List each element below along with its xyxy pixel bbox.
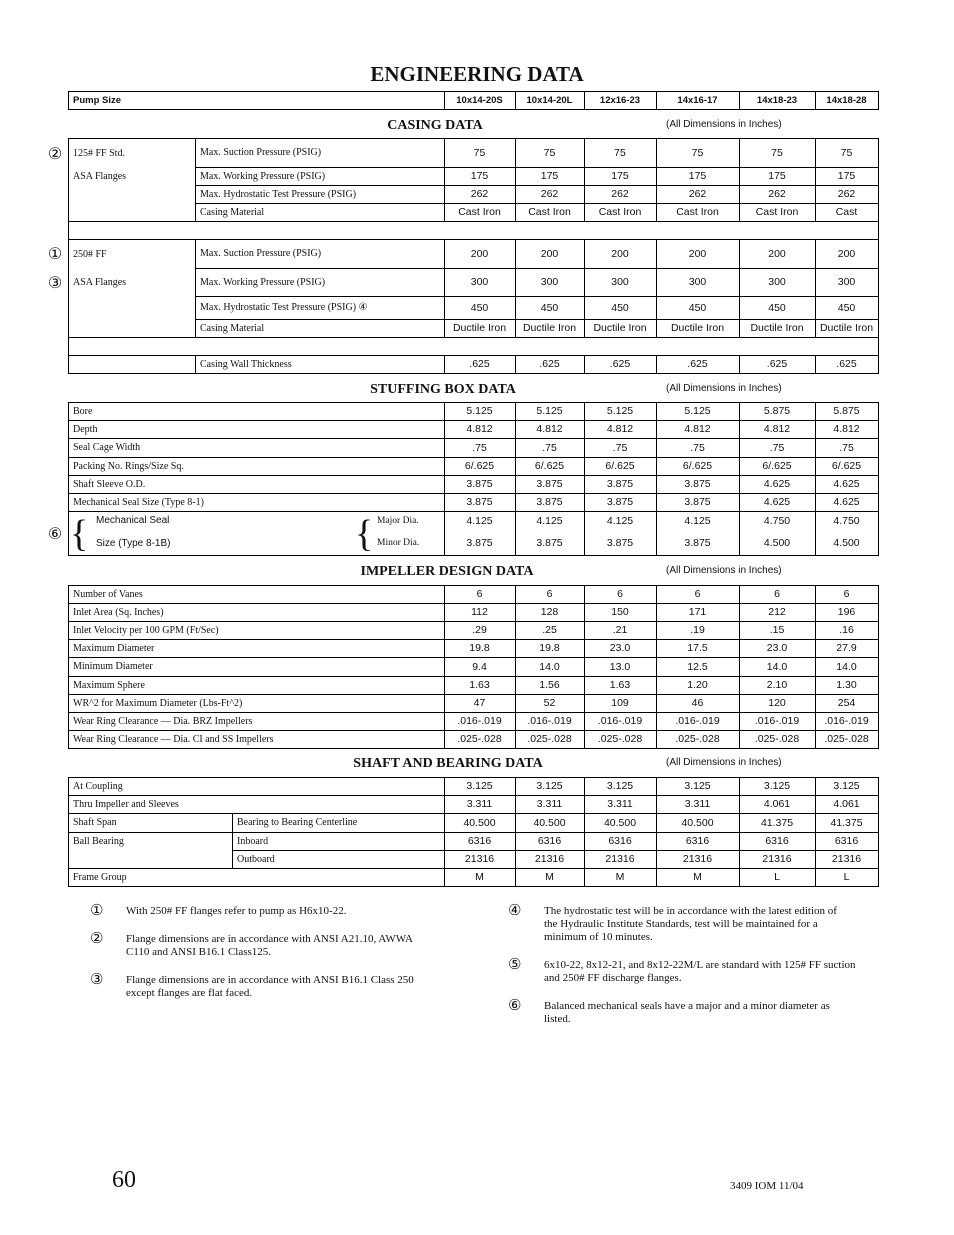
- value-cell: 200: [470, 247, 489, 260]
- impeller-row-label: Wear Ring Clearance — Dia. CI and SS Impellers: [73, 733, 274, 745]
- value-cell: Ductile Iron: [670, 322, 725, 334]
- footnote-mark-icon: ①: [47, 246, 63, 263]
- value-cell: 4.125: [536, 514, 563, 527]
- impeller-row-label: Inlet Velocity per 100 GPM (Ft/Sec): [73, 624, 219, 636]
- value-cell: 3.875: [684, 478, 711, 490]
- value-cell: Ductile Iron: [750, 322, 804, 334]
- value-cell: Cast Iron: [528, 206, 571, 218]
- value-cell: 2.10: [766, 679, 788, 691]
- casing-row-label: Casing Material: [200, 322, 265, 334]
- flange-250-label: ASA Flanges: [73, 276, 127, 288]
- value-cell: Ductile Iron: [819, 322, 874, 334]
- value-cell: 46: [691, 697, 704, 709]
- value-cell: 47: [473, 697, 486, 709]
- value-cell: 14.0: [766, 660, 788, 673]
- value-cell: .025-.028: [597, 733, 643, 745]
- flange-250-label: 250# FF: [73, 248, 107, 260]
- value-cell: 200: [540, 247, 559, 260]
- value-cell: 4.500: [763, 536, 791, 549]
- value-cell: 4.812: [833, 423, 860, 435]
- value-cell: 5.875: [833, 405, 860, 417]
- value-cell: 262: [611, 188, 629, 200]
- pump-size-header: 10x14-20S: [456, 94, 503, 106]
- shaft-row-label: Frame Group: [73, 871, 127, 883]
- value-cell: 21316: [831, 853, 862, 865]
- value-cell: 12.5: [687, 660, 708, 673]
- impeller-row-label: Inlet Area (Sq. Inches): [73, 606, 164, 618]
- value-cell: 262: [540, 188, 559, 200]
- value-cell: 300: [611, 276, 629, 288]
- value-cell: 262: [837, 188, 856, 200]
- footnote-mark-icon: ①: [90, 903, 104, 919]
- casing-row-label: Casing Wall Thickness: [200, 358, 292, 370]
- value-cell: 3.125: [536, 780, 563, 792]
- value-cell: .016-.019: [824, 715, 869, 727]
- value-cell: 200: [837, 247, 856, 260]
- value-cell: 1.63: [609, 679, 631, 691]
- value-cell: M: [545, 871, 554, 883]
- impeller-row-label: Maximum Diameter: [73, 642, 155, 654]
- value-cell: 450: [768, 301, 786, 314]
- value-cell: 196: [837, 606, 856, 618]
- value-cell: 300: [470, 276, 489, 288]
- value-cell: 17.5: [687, 642, 708, 654]
- value-cell: .025-.028: [754, 733, 800, 745]
- shaft-row-label: Thru Impeller and Sleeves: [73, 798, 179, 810]
- value-cell: 40.500: [533, 816, 566, 829]
- value-cell: 262: [688, 188, 707, 200]
- value-cell: .15: [769, 624, 785, 636]
- value-cell: .016-.019: [675, 715, 720, 727]
- value-cell: 3.875: [606, 478, 634, 490]
- dimensions-note: (All Dimensions in Inches): [666, 756, 782, 768]
- rule-line: [878, 355, 879, 374]
- value-cell: 450: [611, 301, 629, 314]
- impeller-row-label: Maximum Sphere: [73, 679, 145, 691]
- value-cell: 5.875: [763, 405, 791, 417]
- value-cell: 6: [546, 588, 553, 600]
- footnote-text: Balanced mechanical seals have a major and a minor diameter as listed.: [544, 1000, 830, 1025]
- value-cell: 40.500: [681, 816, 714, 829]
- rule-line: [878, 268, 879, 297]
- value-cell: Cast Iron: [676, 206, 719, 218]
- document-code: 3409 IOM 11/04: [730, 1180, 804, 1192]
- value-cell: 3.875: [684, 496, 711, 508]
- value-cell: 75: [614, 146, 626, 159]
- rule-line: [878, 585, 879, 749]
- value-cell: 5.125: [466, 405, 493, 417]
- value-cell: .25: [542, 624, 557, 636]
- value-cell: 4.625: [833, 496, 860, 508]
- pump-size-header: 10x14-20L: [526, 94, 573, 106]
- value-cell: .625: [539, 358, 560, 370]
- value-cell: 3.125: [466, 780, 493, 792]
- casing-row-label: Max. Hydrostatic Test Pressure (PSIG): [200, 188, 357, 200]
- value-cell: .016-.019: [457, 715, 502, 727]
- value-cell: 175: [837, 170, 856, 182]
- value-cell: 3.311: [684, 798, 711, 810]
- value-cell: 27.9: [836, 642, 857, 654]
- rule-line: [68, 555, 879, 556]
- casing-row-label: Max. Hydrostatic Test Pressure (PSIG) ④: [200, 302, 368, 313]
- impeller-row-label: Minimum Diameter: [73, 661, 153, 672]
- value-cell: 6316: [765, 835, 789, 847]
- value-cell: 23.0: [766, 642, 788, 654]
- value-cell: 6/.625: [464, 460, 495, 472]
- value-cell: .16: [839, 624, 854, 636]
- value-cell: 200: [768, 247, 786, 260]
- value-cell: 1.56: [539, 679, 560, 691]
- rule-line: [878, 138, 879, 168]
- value-cell: 450: [837, 301, 856, 314]
- value-cell: 4.750: [833, 514, 860, 527]
- value-cell: 6: [617, 588, 623, 600]
- value-cell: .625: [469, 358, 490, 370]
- value-cell: 3.875: [606, 536, 634, 549]
- shaft-row-label: [68, 850, 232, 868]
- value-cell: 75: [691, 146, 704, 159]
- value-cell: M: [475, 871, 484, 883]
- value-cell: 175: [768, 170, 786, 182]
- value-cell: 4.500: [833, 536, 860, 549]
- rule-line: [68, 355, 69, 374]
- value-cell: .75: [612, 441, 628, 454]
- value-cell: 3.875: [536, 496, 563, 508]
- shaft-row-label: Shaft Span: [73, 817, 117, 828]
- value-cell: 3.311: [466, 798, 493, 810]
- value-cell: 4.812: [684, 423, 711, 435]
- footnote-mark-icon: ⑤: [508, 957, 522, 973]
- impeller-row-label: Wear Ring Clearance — Dia. BRZ Impellers: [73, 715, 253, 727]
- value-cell: .016-.019: [597, 715, 643, 727]
- value-cell: 4.125: [606, 514, 634, 527]
- value-cell: 5.125: [536, 405, 563, 417]
- footnote-mark-icon: ⑥: [47, 526, 63, 543]
- value-cell: Ductile Iron: [593, 322, 647, 334]
- value-cell: 21316: [762, 853, 792, 865]
- value-cell: 450: [470, 301, 489, 314]
- value-cell: M: [615, 871, 625, 883]
- value-cell: 21316: [534, 853, 565, 865]
- stuffing-row-label: Shaft Sleeve O.D.: [73, 478, 146, 490]
- rule-line: [68, 886, 879, 887]
- value-cell: 40.500: [463, 816, 496, 829]
- value-cell: .75: [542, 441, 557, 454]
- dimensions-note: (All Dimensions in Inches): [666, 564, 782, 576]
- value-cell: .21: [612, 624, 628, 636]
- value-cell: .025-.028: [527, 733, 572, 745]
- value-cell: 6316: [834, 835, 859, 847]
- value-cell: 9.4: [472, 660, 487, 673]
- value-cell: 1.30: [836, 679, 857, 691]
- footnote-text: With 250# FF flanges refer to pump as H6x10-22.: [126, 905, 347, 917]
- impeller-row-label: WR^2 for Maximum Diameter (Lbs-Ft^2): [73, 697, 243, 709]
- value-cell: 75: [771, 146, 783, 159]
- value-cell: .625: [687, 358, 708, 370]
- rule-line: [68, 337, 69, 356]
- value-cell: 4.812: [536, 423, 563, 435]
- footnote-mark-icon: ⑥: [508, 998, 522, 1014]
- value-cell: 171: [688, 606, 707, 618]
- value-cell: 41.375: [760, 816, 794, 829]
- value-cell: 175: [611, 170, 629, 182]
- value-cell: 300: [540, 276, 559, 288]
- value-cell: 40.500: [603, 816, 637, 829]
- value-cell: 4.125: [684, 514, 711, 527]
- pump-size-header: 14x16-17: [677, 94, 718, 106]
- value-cell: 6316: [467, 835, 492, 847]
- casing-row-label: Max. Working Pressure (PSIG): [200, 276, 326, 288]
- value-cell: 200: [688, 247, 707, 260]
- stuffing-row-label: Bore: [73, 405, 93, 417]
- dimensions-note: (All Dimensions in Inches): [666, 118, 782, 130]
- pump-size-label: Pump Size: [73, 94, 122, 106]
- rule-line: [878, 221, 879, 240]
- casing-row-label: Max. Suction Pressure (PSIG): [200, 248, 322, 259]
- value-cell: Cast: [835, 206, 858, 218]
- value-cell: 4.061: [833, 798, 860, 810]
- value-cell: 4.125: [466, 514, 493, 527]
- value-cell: .625: [609, 358, 631, 370]
- stuffing-row-label: Packing No. Rings/Size Sq.: [73, 460, 184, 472]
- rule-line: [878, 296, 879, 320]
- value-cell: 4.812: [763, 423, 791, 435]
- value-cell: 300: [837, 276, 856, 288]
- value-cell: 262: [470, 188, 489, 200]
- value-cell: 112: [471, 606, 488, 618]
- value-cell: 254: [837, 697, 856, 709]
- dimensions-note: (All Dimensions in Inches): [666, 382, 782, 394]
- value-cell: 4.750: [763, 514, 791, 527]
- value-cell: 6/.625: [682, 460, 713, 472]
- footnote-text: Flange dimensions are in accordance with ANSI B16.1 Class 250 except flanges are flat faced.: [126, 974, 414, 999]
- value-cell: 3.311: [607, 798, 633, 810]
- value-cell: 3.125: [833, 780, 860, 792]
- value-cell: .025-.028: [675, 733, 720, 745]
- value-cell: 6: [774, 588, 780, 600]
- footnote-mark-icon: ②: [90, 931, 104, 947]
- value-cell: 300: [688, 276, 707, 288]
- flange-std-label: ASA Flanges: [73, 171, 127, 182]
- page-title: ENGINEERING DATA: [370, 62, 584, 86]
- value-cell: 75: [840, 146, 853, 159]
- value-cell: 21316: [605, 853, 635, 865]
- value-cell: .016-.019: [527, 715, 572, 727]
- casing-row-label: Max. Suction Pressure (PSIG): [200, 147, 322, 158]
- footnote-mark-icon: ③: [47, 275, 63, 292]
- rule-line: [68, 221, 69, 240]
- value-cell: 6: [843, 588, 850, 600]
- shaft-row-label: Ball Bearing: [73, 835, 124, 847]
- brace-icon: {: [355, 514, 374, 554]
- pump-size-header: 14x18-23: [756, 94, 798, 106]
- value-cell: 175: [470, 170, 489, 182]
- impeller-row-label: Number of Vanes: [73, 588, 143, 600]
- rule-line: [878, 239, 879, 269]
- casing-row-label: Casing Material: [200, 206, 265, 218]
- stuffing-row-label: Seal Cage Width: [73, 442, 141, 453]
- footnote-mark-icon: ③: [90, 972, 104, 988]
- value-cell: 3.125: [606, 780, 634, 792]
- value-cell: 175: [688, 170, 707, 182]
- value-cell: 262: [768, 188, 786, 200]
- pump-size-header: 12x16-23: [599, 94, 641, 106]
- pump-size-header: 14x18-28: [826, 94, 867, 106]
- value-cell: Cast Iron: [755, 206, 799, 218]
- value-cell: 450: [540, 301, 559, 314]
- value-cell: .75: [769, 441, 785, 454]
- value-cell: .19: [690, 624, 705, 636]
- value-cell: Cast Iron: [458, 206, 501, 218]
- section-title: STUFFING BOX DATA: [370, 382, 516, 397]
- value-cell: 21316: [682, 853, 713, 865]
- value-cell: 128: [540, 606, 559, 618]
- value-cell: 4.061: [763, 798, 791, 810]
- value-cell: 3.875: [466, 536, 493, 549]
- value-cell: 6316: [537, 835, 562, 847]
- value-cell: 109: [611, 697, 629, 709]
- value-cell: .625: [766, 358, 788, 370]
- section-title: SHAFT AND BEARING DATA: [353, 756, 543, 771]
- value-cell: 52: [543, 697, 556, 709]
- value-cell: 75: [473, 146, 486, 159]
- rule-line: [68, 109, 879, 110]
- value-cell: .016-.019: [754, 715, 800, 727]
- rule-line: [68, 337, 879, 338]
- value-cell: M: [693, 871, 702, 883]
- value-cell: .025-.028: [457, 733, 502, 745]
- value-cell: .75: [690, 441, 705, 454]
- brace-icon: {: [70, 514, 89, 554]
- value-cell: .625: [836, 358, 857, 370]
- value-cell: 200: [611, 247, 629, 260]
- rule-line: [878, 203, 879, 222]
- value-cell: 3.875: [684, 536, 711, 549]
- value-cell: 23.0: [609, 642, 631, 654]
- value-cell: 6316: [685, 835, 710, 847]
- footnote-text: 6x10-22, 8x12-21, and 8x12-22M/L are standard with 125# FF suction and 250# FF discharge flanges.: [544, 959, 856, 984]
- footnote-mark-icon: ②: [47, 146, 63, 163]
- shaft-row-sublabel: Inboard: [237, 835, 269, 847]
- shaft-row-label: At Coupling: [73, 780, 123, 792]
- stuffing-row-label: Major Dia.: [377, 515, 419, 526]
- value-cell: 3.125: [684, 780, 711, 792]
- section-title: IMPELLER DESIGN DATA: [360, 564, 534, 579]
- value-cell: 6: [476, 588, 483, 600]
- rule-line: [878, 319, 879, 338]
- value-cell: Cast Iron: [598, 206, 642, 218]
- rule-line: [68, 748, 879, 749]
- mech-seal-label: Size (Type 8-1B): [96, 538, 171, 549]
- value-cell: 4.812: [466, 423, 493, 435]
- section-title: CASING DATA: [387, 118, 483, 133]
- value-cell: 3.125: [763, 780, 791, 792]
- value-cell: 150: [611, 606, 629, 618]
- casing-row-label: Max. Working Pressure (PSIG): [200, 170, 326, 182]
- value-cell: 4.625: [763, 496, 791, 508]
- value-cell: 6/.625: [534, 460, 565, 472]
- value-cell: Ductile Iron: [522, 322, 577, 334]
- value-cell: 3.875: [466, 478, 493, 490]
- mech-seal-label: Mechanical Seal: [96, 515, 170, 526]
- value-cell: 3.875: [606, 496, 634, 508]
- value-cell: .29: [472, 624, 487, 636]
- stuffing-row-label: Depth: [73, 423, 98, 435]
- value-cell: 4.625: [763, 478, 791, 490]
- value-cell: .75: [472, 441, 487, 454]
- value-cell: 19.8: [469, 642, 490, 654]
- value-cell: 175: [540, 170, 559, 182]
- value-cell: 5.125: [684, 405, 711, 417]
- value-cell: .025-.028: [824, 733, 869, 745]
- shaft-row-sublabel: Bearing to Bearing Centerline: [237, 817, 358, 828]
- value-cell: 5.125: [606, 405, 634, 417]
- flange-std-label: 125# FF Std.: [73, 148, 125, 159]
- value-cell: 4.625: [833, 478, 860, 490]
- value-cell: .75: [839, 441, 854, 454]
- rule-line: [68, 373, 879, 374]
- value-cell: 3.875: [536, 478, 563, 490]
- value-cell: 14.0: [836, 660, 857, 673]
- footnote-text: The hydrostatic test will be in accordance with the latest edition of the Hydraulic Institute Standards, test will be maintained for a minimum of 10 minutes.: [544, 905, 837, 943]
- value-cell: 3.875: [466, 496, 493, 508]
- value-cell: L: [843, 871, 850, 883]
- value-cell: 450: [688, 301, 707, 314]
- rule-line: [878, 185, 879, 204]
- rule-line: [68, 221, 879, 222]
- footnote-mark-icon: ④: [508, 903, 522, 919]
- value-cell: 75: [543, 146, 556, 159]
- shaft-row-sublabel: Outboard: [237, 853, 275, 865]
- value-cell: 6/.625: [605, 460, 635, 472]
- value-cell: 3.875: [536, 536, 563, 549]
- value-cell: 6316: [608, 835, 632, 847]
- value-cell: 300: [768, 276, 786, 288]
- stuffing-row-label: Mechanical Seal Size (Type 8-1): [73, 496, 204, 508]
- page-number: 60: [112, 1167, 136, 1193]
- rule-line: [878, 167, 879, 186]
- value-cell: L: [774, 871, 780, 883]
- value-cell: 212: [768, 606, 786, 618]
- value-cell: 6/.625: [762, 460, 792, 472]
- value-cell: 19.8: [539, 642, 560, 654]
- value-cell: 6: [694, 588, 701, 600]
- rule-line: [878, 91, 879, 110]
- value-cell: 41.375: [830, 816, 863, 829]
- rule-line: [878, 402, 879, 556]
- value-cell: 3.311: [536, 798, 563, 810]
- value-cell: 6/.625: [831, 460, 862, 472]
- value-cell: 14.0: [539, 660, 560, 673]
- rule-line: [878, 337, 879, 356]
- value-cell: Ductile Iron: [452, 322, 507, 334]
- footnote-text: Flange dimensions are in accordance with ANSI A21.10, AWWA C110 and ANSI B16.1 Class125.: [126, 933, 413, 958]
- value-cell: 1.63: [469, 679, 490, 691]
- value-cell: 1.20: [687, 679, 708, 691]
- value-cell: 21316: [464, 853, 495, 865]
- value-cell: 120: [768, 697, 786, 709]
- stuffing-row-label: Minor Dia.: [377, 537, 420, 548]
- value-cell: 4.812: [606, 423, 634, 435]
- value-cell: 13.0: [609, 660, 631, 673]
